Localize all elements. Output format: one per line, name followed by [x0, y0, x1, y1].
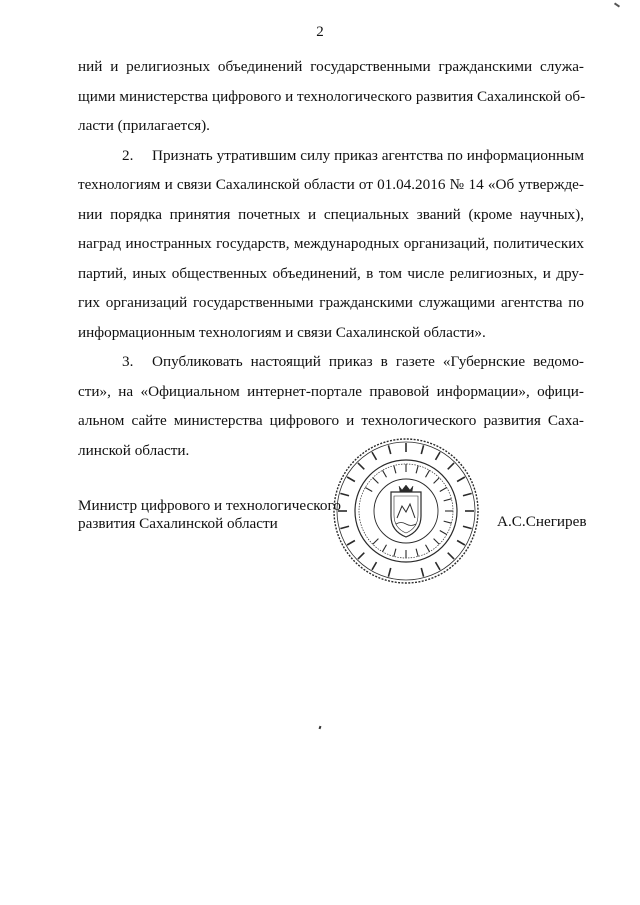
intro-line-2: щими министерства цифрового и технологического развития Сахалинской об- — [78, 87, 586, 105]
item2-line-7: информационным технологиям и связи Сахалинской области». — [78, 323, 486, 341]
item2-number: 2. — [122, 146, 134, 164]
item2-line-2: технологиям и связи Сахалинской области от 01.04.2016 № 14 «Об утвержде- — [78, 176, 584, 193]
item3-text-1: Опубликовать настоящий приказ в газете «Губернские ведомо- — [152, 353, 584, 370]
scan-mark — [614, 2, 620, 7]
intro-line-3: ласти (прилагается). — [78, 117, 210, 134]
item3-number: 3. — [122, 353, 134, 370]
item2-line-5: партий, иных общественных объединений, в том числе религиозных, и дру- — [78, 264, 584, 282]
item3-line-1 — [78, 347, 584, 377]
intro-line-1: ний и религиозных объединений государственными гражданскими служа- — [78, 58, 584, 75]
item2-line-3: нии порядка принятия почетных и специальных званий (кроме научных), — [78, 205, 584, 223]
official-seal-stamp — [331, 436, 481, 586]
signature-position — [78, 497, 341, 533]
item2-line-6: гих организаций государственными гражданскими служащими агентства по — [78, 294, 584, 311]
coat-of-arms-icon — [391, 485, 421, 537]
item2-line-4: наград иностранных государств, международных организаций, политических — [78, 235, 584, 252]
signature-position-line-2: развития Сахалинской области — [78, 515, 278, 532]
signature-position-line-1: Министр цифрового и технологического — [78, 497, 341, 514]
signatory-name: А.С.Снегирев — [497, 513, 587, 530]
scan-speck — [319, 726, 322, 730]
item3-line-4: линской области. — [78, 441, 190, 459]
item2-text-1: Признать утратившим силу приказ агентства по информационным — [152, 146, 584, 164]
page-number: 2 — [316, 24, 324, 40]
item2-line-1 — [78, 141, 584, 171]
item3-line-3: альном сайте министерства цифрового и технологического развития Саха- — [78, 412, 584, 429]
item3-line-2: сти», на «Официальном интернет-портале правовой информации», офици- — [78, 382, 584, 400]
document-body — [78, 52, 584, 465]
